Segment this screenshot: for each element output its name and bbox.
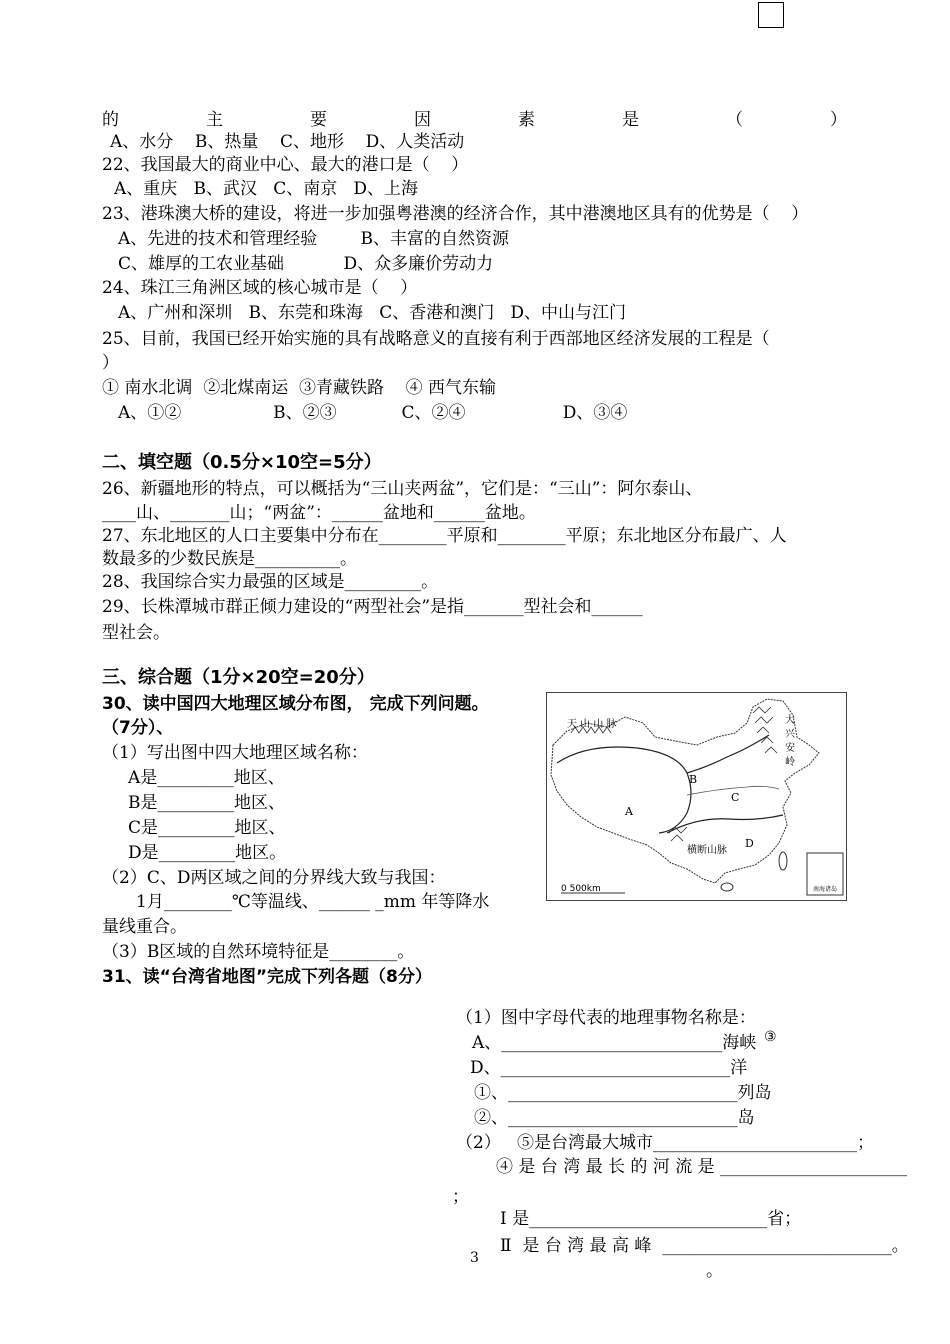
q31-islands-1: ①、___________________________列岛 (474, 1083, 772, 1103)
q31-part-1: （1）图中字母代表的地理事物名称是： (456, 1008, 756, 1028)
q26-line-1: 26、新疆地形的特点，可以概括为“三山夹两盆”，它们是：“三山”：阿尔泰山、 (102, 479, 703, 499)
region-b-label: B (689, 773, 698, 786)
q30-c: C是_________地区、 (128, 818, 286, 838)
q23-options-1: A、先进的技术和管理经验 B、丰富的自然资源 (118, 229, 509, 249)
q30-part-1: （1）写出图中四大地理区域名称： (102, 743, 368, 763)
q28-line: 28、我国综合实力最强的区域是_________。 (102, 572, 439, 592)
q30-a: A是_________地区、 (128, 768, 285, 788)
hengduan-label: 横断山脉 (687, 845, 727, 856)
q21-options: A、水分 B、热量 C、地形 D、人类活动 (110, 132, 465, 152)
region-d-label: D (745, 837, 754, 850)
q27-line-2: 数最多的少数民族是__________。 (102, 549, 357, 569)
q26-line-2: ____山、_______山；“两盆”：______盆地和______盆地。 (102, 503, 536, 523)
section-2-title: 二、填空题（0.5分×10空=5分） (102, 452, 382, 473)
q30-b: B是_________地区、 (128, 793, 285, 813)
region-c-label: C (731, 791, 740, 804)
q30-part-2b: 1月________℃等温线、______ _mm 年等降水 (136, 892, 490, 912)
china-regions-map (546, 692, 847, 901)
q25-options: A、①② B、②③ C、②④ D、③④ (118, 403, 628, 423)
q31-title: 31、读“台湾省地图”完成下列各题（8分） (102, 967, 432, 987)
q31-trailing-dot: 。 (706, 1261, 723, 1281)
q22-options: A、重庆 B、武汉 C、南京 D、上海 (114, 179, 419, 199)
q22-stem: 22、我国最大的商业中心、最大的港口是（ ） (102, 155, 469, 175)
daxinganling-label-3: 安 (785, 743, 795, 754)
region-a-label: A (625, 805, 633, 818)
corner-box (758, 2, 784, 28)
q31-part-2: （2） ⑤是台湾最大城市________________________； (456, 1133, 875, 1153)
q30-part-3: （3）B区域的自然环境特征是________。 (102, 942, 415, 962)
q23-stem: 23、港珠澳大桥的建设，将进一步加强粤港澳的经济合作，其中港澳地区具有的优势是（ ） (102, 204, 809, 224)
daxinganling-label-4: 岭 (785, 757, 795, 768)
q31-islands-2: ②、___________________________岛 (474, 1108, 755, 1128)
q23-options-2: C、雄厚的工农业基础 D、众多廉价劳动力 (118, 254, 494, 274)
daxinganling-label-1: 大 (785, 715, 795, 726)
q27-line-1: 27、东北地区的人口主要集中分布在________平原和________平原；东北地区分布最广、人 (102, 526, 787, 546)
q30-score: （7分）、 (102, 718, 174, 738)
section-3-title: 三、综合题（1分×20空=20分） (102, 667, 375, 688)
q31-semicolon: ； (452, 1187, 469, 1207)
q30-d: D是_________地区。 (128, 843, 287, 863)
q31-river: ④ 是 台 湾 最 长 的 河 流 是 ______________________ (496, 1157, 908, 1177)
nanhai-label: 南海诸岛 (812, 886, 838, 893)
q24-options: A、广州和深圳 B、东莞和珠海 C、香港和澳门 D、中山与江门 (118, 303, 627, 323)
q29-line-1: 29、长株潭城市群正倾力建设的“两型社会”是指_______型社会和______ (102, 597, 643, 617)
scale-label: 0 500km (561, 884, 601, 894)
q31-province: Ⅰ 是____________________________省； (500, 1209, 802, 1229)
q25-items: ① 南水北调 ②北煤南运 ③青藏铁路 ④ 西气东输 (102, 378, 497, 398)
q30-title: 30、读中国四大地理区域分布图， 完成下列问题。 (102, 694, 489, 714)
q31-d: D、___________________________洋 (470, 1058, 748, 1078)
q25-stem: 25、目前，我国已经开始实施的具有战略意义的直接有利于西部地区经济发展的工程是（ (102, 329, 770, 349)
q31-a: A、__________________________海峡 (472, 1033, 757, 1053)
q30-part-2: （2）C、D两区域之间的分界线大致与我国： (102, 868, 446, 888)
q31-peak: Ⅱ 是 台 湾 最 高 峰 ___________________________。 (500, 1236, 909, 1256)
q21-stem: 的 主 要 因 素 是 （ ） (102, 110, 847, 130)
q25-stem-2: ） (102, 353, 119, 373)
daxinganling-label-2: 兴 (785, 729, 795, 740)
q29-line-2: 型社会。 (102, 623, 170, 643)
page-number: 3 (470, 1250, 479, 1266)
tianshan-label: 天 山 山 脉 (567, 719, 617, 730)
q31-circ-3: ③ (764, 1029, 777, 1045)
q24-stem: 24、珠江三角洲区域的核心城市是（ ） (102, 278, 418, 298)
q30-part-2c: 量线重合。 (102, 917, 187, 937)
